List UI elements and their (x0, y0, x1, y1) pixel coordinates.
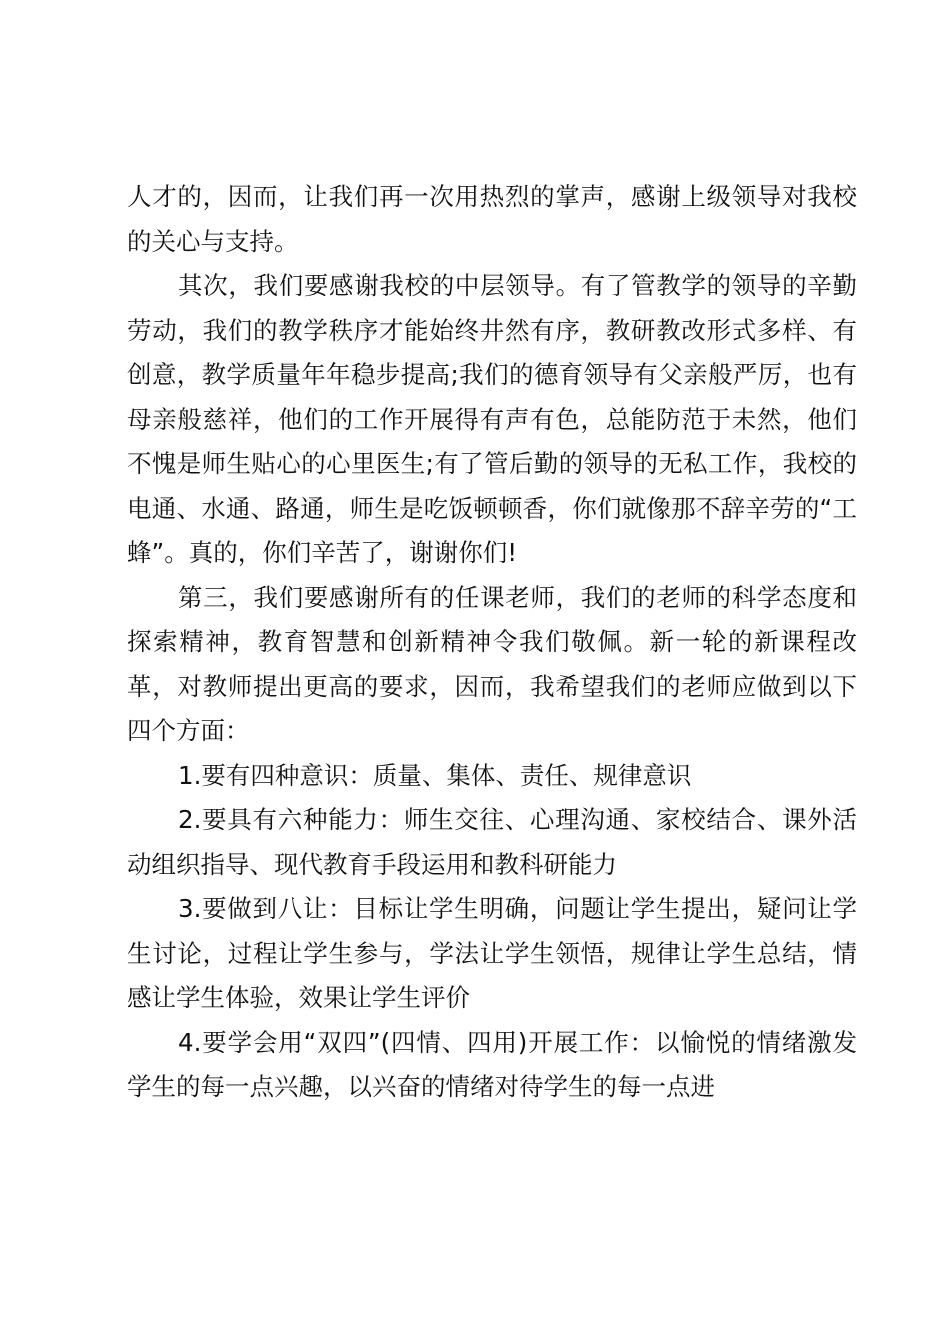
list-item-4: 4.要学会用“双四”(四情、四用)开展工作：以愉悦的情绪激发学生的每一点兴趣，以兴奋的情绪对待学生的每一点进 (127, 1027, 857, 1101)
list-item-1: 1.要有四种意识：质量、集体、责任、规律意识 (178, 760, 692, 790)
paragraph-3: 第三，我们要感谢所有的任课老师，我们的老师的科学态度和探索精神，教育智慧和创新精神令我们敬佩。新一轮的新课程改革，对教师提出更高的要求，因而，我希望我们的老师应做到以下四个方面： (127, 582, 857, 745)
paragraph-1: 人才的，因而，让我们再一次用热烈的掌声，感谢上级领导对我校的关心与支持。 (127, 182, 857, 256)
paragraph-2: 其次，我们要感谢我校的中层领导。有了管教学的领导的辛勤劳动，我们的教学秩序才能始终井然有序，教研教改形式多样、有创意，教学质量年年稳步提高;我们的德育领导有父亲般严厉，也有母亲般慈祥，他们的工作开展得有声有色，总能防范于未然，他们不愧是师生贴心的心里医生;有了管后勤的领导的无私工作，我校的电通、水通、路通，师生是吃饭顿顿香，你们就像那不辞辛劳的“工蜂”。真的，你们辛苦了，谢谢你们! (127, 271, 857, 567)
list-item-3: 3.要做到八让：目标让学生明确，问题让学生提出，疑问让学生讨论，过程让学生参与，学法让学生领悟，规律让学生总结，情感让学生体验，效果让学生评价 (127, 894, 857, 1012)
list-item-2: 2.要具有六种能力：师生交往、心理沟通、家校结合、课外活动组织指导、现代教育手段运用和教科研能力 (127, 805, 857, 879)
document-body (127, 175, 857, 1110)
